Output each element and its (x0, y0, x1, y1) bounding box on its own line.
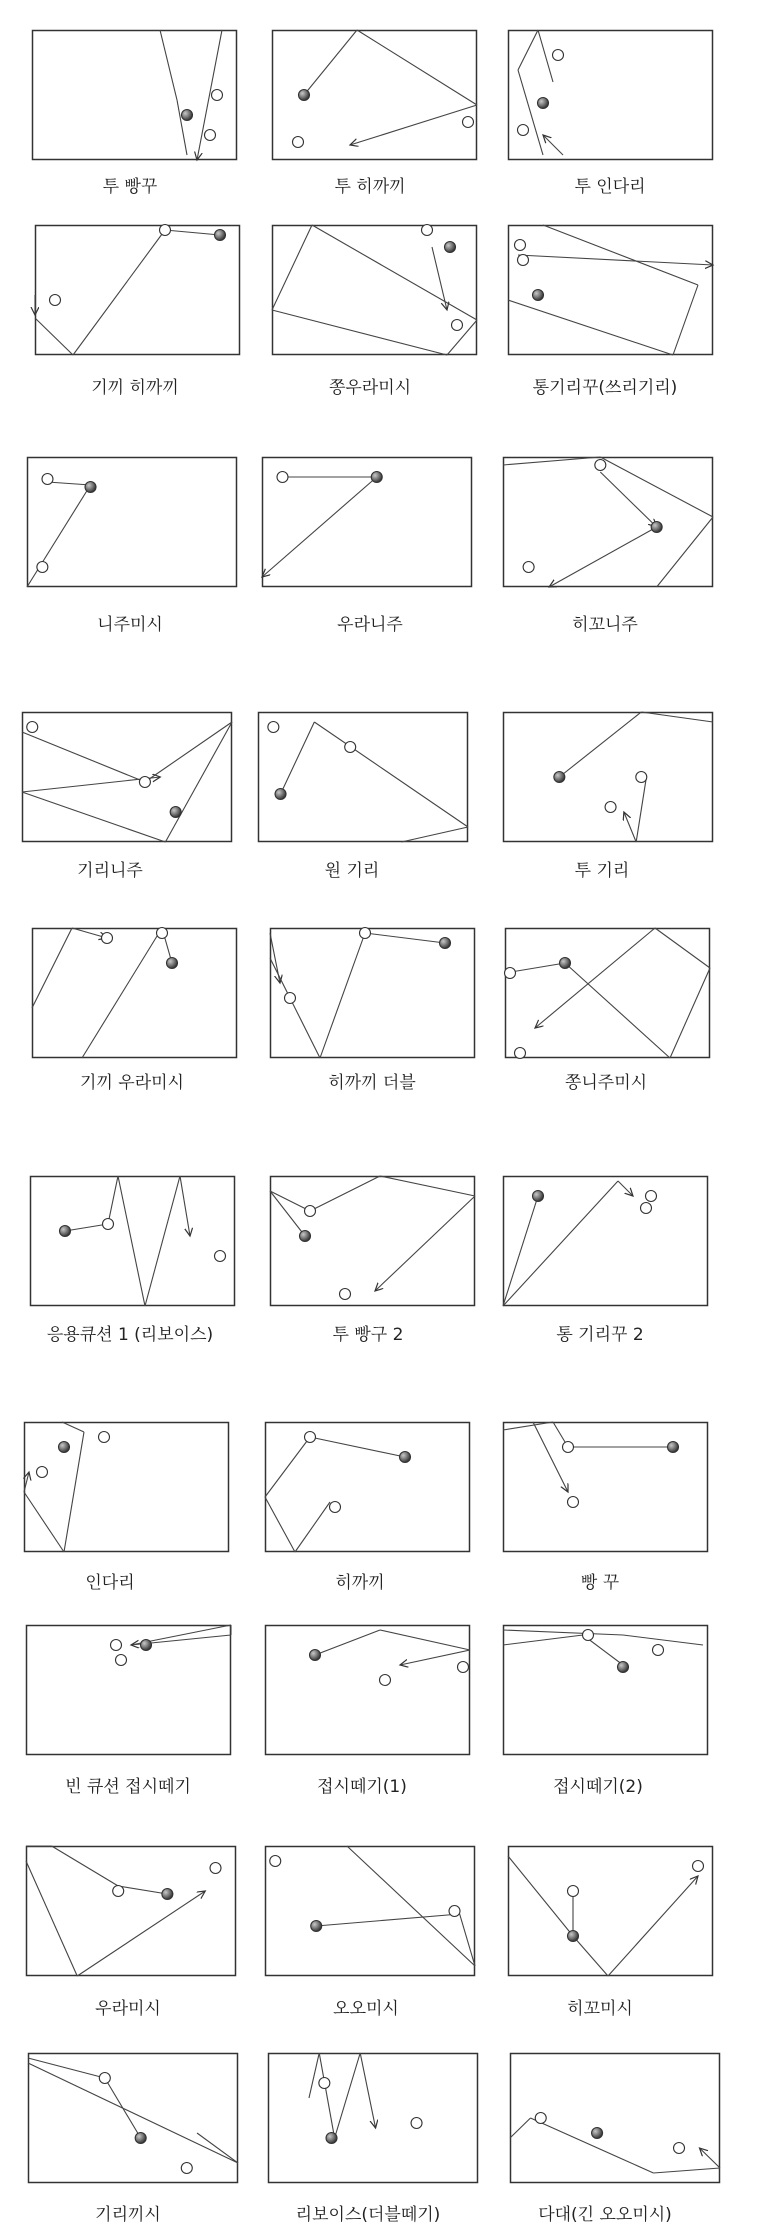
cue-ball (371, 472, 382, 483)
diagram-10 (22, 712, 232, 842)
object-ball (99, 1432, 110, 1443)
diagram-27 (508, 1846, 713, 1976)
diagram-30 (510, 2053, 720, 2183)
diagram-caption: 빈 큐션 접시떼기 (65, 1777, 191, 1797)
table-border (266, 1626, 470, 1755)
diagram-caption: 다대(긴 오오미시) (538, 2205, 672, 2225)
object-ball (653, 1645, 664, 1656)
cue-ball (568, 1931, 579, 1942)
diagram-caption: 히꼬니주 (572, 615, 638, 635)
diagram-caption: 기끼 우라미시 (80, 1073, 184, 1093)
cue-ball (275, 789, 286, 800)
diagram-28 (28, 2053, 238, 2183)
table-diagram (508, 1846, 713, 1976)
object-ball (568, 1497, 579, 1508)
table-diagram (270, 1176, 475, 1306)
object-ball (452, 320, 463, 331)
diagram-caption: 통 기리꾸 2 (556, 1325, 644, 1345)
table-diagram (265, 1422, 470, 1552)
table-diagram (503, 1176, 708, 1306)
cue-ball (311, 1921, 322, 1932)
diagram-caption: 리보이스(더블떼기) (295, 2205, 441, 2225)
table-border (509, 1847, 713, 1976)
table-diagram (503, 712, 713, 842)
cue-ball (560, 958, 571, 969)
table-diagram (26, 1625, 231, 1755)
diagram-7 (27, 457, 237, 587)
table-diagram (28, 2053, 238, 2183)
table-diagram (503, 1625, 708, 1755)
diagram-14 (270, 928, 475, 1058)
object-ball (380, 1675, 391, 1686)
object-ball (515, 1048, 526, 1059)
table-border (25, 1423, 229, 1552)
diagram-20 (265, 1422, 470, 1552)
diagram-12 (503, 712, 713, 842)
diagram-caption: 인다리 (85, 1573, 135, 1593)
table-border (504, 1626, 708, 1755)
object-ball (277, 472, 288, 483)
object-ball (285, 993, 296, 1004)
object-ball (641, 1203, 652, 1214)
object-ball (50, 295, 61, 306)
table-border (27, 1847, 236, 1976)
table-diagram (262, 457, 472, 587)
table-diagram (27, 457, 237, 587)
table-border (31, 1177, 235, 1306)
object-ball (293, 137, 304, 148)
object-ball (27, 722, 38, 733)
diagram-2 (272, 30, 477, 160)
diagram-22 (26, 1625, 231, 1755)
object-ball (674, 2143, 685, 2154)
cue-ball (162, 1889, 173, 1900)
object-ball (181, 2163, 192, 2174)
cue-ball (651, 522, 662, 533)
table-border (271, 1177, 475, 1306)
diagram-caption: 빵 꾸 (580, 1573, 620, 1593)
object-ball (583, 1630, 594, 1641)
cue-ball (533, 290, 544, 301)
diagram-23 (265, 1625, 470, 1755)
cue-ball (300, 1231, 311, 1242)
object-ball (518, 255, 529, 266)
object-ball (102, 933, 113, 944)
diagram-caption: 통기리꾸(쓰리기리) (532, 378, 678, 398)
diagram-caption: 투 기리 (574, 861, 630, 881)
object-ball (449, 1906, 460, 1917)
cue-ball (592, 2128, 603, 2139)
table-diagram (30, 1176, 235, 1306)
table-diagram (272, 225, 477, 355)
diagram-11 (258, 712, 468, 842)
diagram-caption: 우라미시 (95, 1999, 161, 2019)
table-border (23, 713, 232, 842)
cue-ball (618, 1662, 629, 1673)
cue-ball (135, 2133, 146, 2144)
diagram-15 (505, 928, 710, 1058)
cue-ball (167, 958, 178, 969)
object-ball (157, 928, 168, 939)
object-ball (160, 225, 171, 236)
table-diagram (508, 225, 713, 355)
object-ball (422, 225, 433, 236)
table-diagram (22, 712, 232, 842)
object-ball (215, 1251, 226, 1262)
cue-ball (60, 1226, 71, 1237)
diagram-caption: 접시떼기(1) (317, 1777, 407, 1797)
table-border (504, 713, 713, 842)
table-diagram (508, 30, 713, 160)
diagram-caption: 원 기리 (324, 861, 380, 881)
table-diagram (270, 928, 475, 1058)
diagram-17 (270, 1176, 475, 1306)
object-ball (139, 777, 150, 788)
object-ball (345, 742, 356, 753)
diagram-caption: 기리끼시 (95, 2205, 161, 2225)
diagram-caption: 히까끼 (335, 1573, 385, 1593)
object-ball (319, 2078, 330, 2089)
table-border (259, 713, 468, 842)
diagram-caption: 투 빵구 2 (332, 1325, 404, 1345)
table-border (504, 458, 713, 587)
diagram-8 (262, 457, 472, 587)
table-diagram (503, 1422, 708, 1552)
cue-ball (554, 772, 565, 783)
object-ball (360, 928, 371, 939)
table-border (33, 31, 237, 160)
cue-ball (299, 90, 310, 101)
diagram-13 (32, 928, 237, 1058)
object-ball (113, 1886, 124, 1897)
table-diagram (24, 1422, 229, 1552)
object-ball (205, 130, 216, 141)
table-diagram (258, 712, 468, 842)
cue-ball (533, 1191, 544, 1202)
object-ball (330, 1502, 341, 1513)
table-diagram (26, 1846, 236, 1976)
diagram-25 (26, 1846, 236, 1976)
object-ball (518, 125, 529, 136)
object-ball (646, 1191, 657, 1202)
object-ball (505, 968, 516, 979)
object-ball (515, 240, 526, 251)
object-ball (268, 722, 279, 733)
diagram-4 (35, 225, 240, 355)
object-ball (535, 2113, 546, 2124)
diagram-caption: 쫑우라미시 (328, 378, 412, 398)
cue-ball (85, 482, 96, 493)
cue-ball (59, 1442, 70, 1453)
table-border (27, 1626, 231, 1755)
object-ball (636, 772, 647, 783)
table-diagram (265, 1625, 470, 1755)
cue-ball (440, 938, 451, 949)
cue-ball (538, 98, 549, 109)
diagram-caption: 쫑니주미시 (564, 1073, 648, 1093)
diagram-caption: 응용큐션 1 (리보이스) (46, 1325, 214, 1345)
diagram-caption: 우라니주 (337, 615, 403, 635)
diagram-16 (30, 1176, 235, 1306)
diagram-caption: 투 인다리 (574, 177, 646, 197)
diagram-caption: 투 빵꾸 (102, 177, 158, 197)
table-diagram (265, 1846, 475, 1976)
table-diagram (272, 30, 477, 160)
diagram-24 (503, 1625, 708, 1755)
table-diagram (503, 457, 713, 587)
table-border (33, 929, 237, 1058)
object-ball (116, 1655, 127, 1666)
diagram-6 (508, 225, 713, 355)
object-ball (563, 1442, 574, 1453)
diagram-caption: 기리니주 (77, 861, 143, 881)
diagram-26 (265, 1846, 475, 1976)
cue-ball (668, 1442, 679, 1453)
diagram-caption: 기끼 히까끼 (91, 378, 179, 398)
cue-ball (310, 1650, 321, 1661)
object-ball (305, 1432, 316, 1443)
diagram-caption: 투 히까끼 (334, 177, 406, 197)
table-diagram (505, 928, 710, 1058)
object-ball (99, 2073, 110, 2084)
diagram-19 (24, 1422, 229, 1552)
table-border (266, 1847, 475, 1976)
table-border (504, 1423, 708, 1552)
diagram-caption: 히꼬미시 (567, 1999, 633, 2019)
object-ball (463, 117, 474, 128)
diagram-caption: 접시떼기(2) (553, 1777, 643, 1797)
cue-ball (445, 242, 456, 253)
table-border (36, 226, 240, 355)
diagram-21 (503, 1422, 708, 1552)
object-ball (458, 1662, 469, 1673)
object-ball (305, 1206, 316, 1217)
diagram-18 (503, 1176, 708, 1306)
object-ball (693, 1861, 704, 1872)
object-ball (568, 1886, 579, 1897)
object-ball (340, 1289, 351, 1300)
object-ball (595, 460, 606, 471)
cue-ball (182, 110, 193, 121)
diagram-3 (508, 30, 713, 160)
cue-ball (400, 1452, 411, 1463)
object-ball (42, 474, 53, 485)
diagram-caption: 니주미시 (97, 615, 163, 635)
table-diagram (32, 928, 237, 1058)
object-ball (103, 1219, 114, 1230)
diagram-29 (268, 2053, 478, 2183)
object-ball (212, 90, 223, 101)
cue-ball (326, 2133, 337, 2144)
object-ball (37, 1467, 48, 1478)
object-ball (411, 2118, 422, 2129)
object-ball (523, 562, 534, 573)
cue-ball (215, 230, 226, 241)
object-ball (111, 1640, 122, 1651)
cue-ball (170, 807, 181, 818)
diagram-9 (503, 457, 713, 587)
cue-ball (141, 1640, 152, 1651)
object-ball (605, 802, 616, 813)
object-ball (210, 1863, 221, 1874)
object-ball (270, 1856, 281, 1867)
diagram-caption: 히까끼 더블 (328, 1073, 416, 1093)
table-diagram (268, 2053, 478, 2183)
table-border (29, 2054, 238, 2183)
table-diagram (35, 225, 240, 355)
table-diagram (510, 2053, 720, 2183)
table-border (28, 458, 237, 587)
diagram-1 (32, 30, 237, 160)
diagram-5 (272, 225, 477, 355)
object-ball (553, 50, 564, 61)
table-border (266, 1423, 470, 1552)
object-ball (37, 562, 48, 573)
table-diagram (32, 30, 237, 160)
diagram-caption: 오오미시 (333, 1999, 399, 2019)
